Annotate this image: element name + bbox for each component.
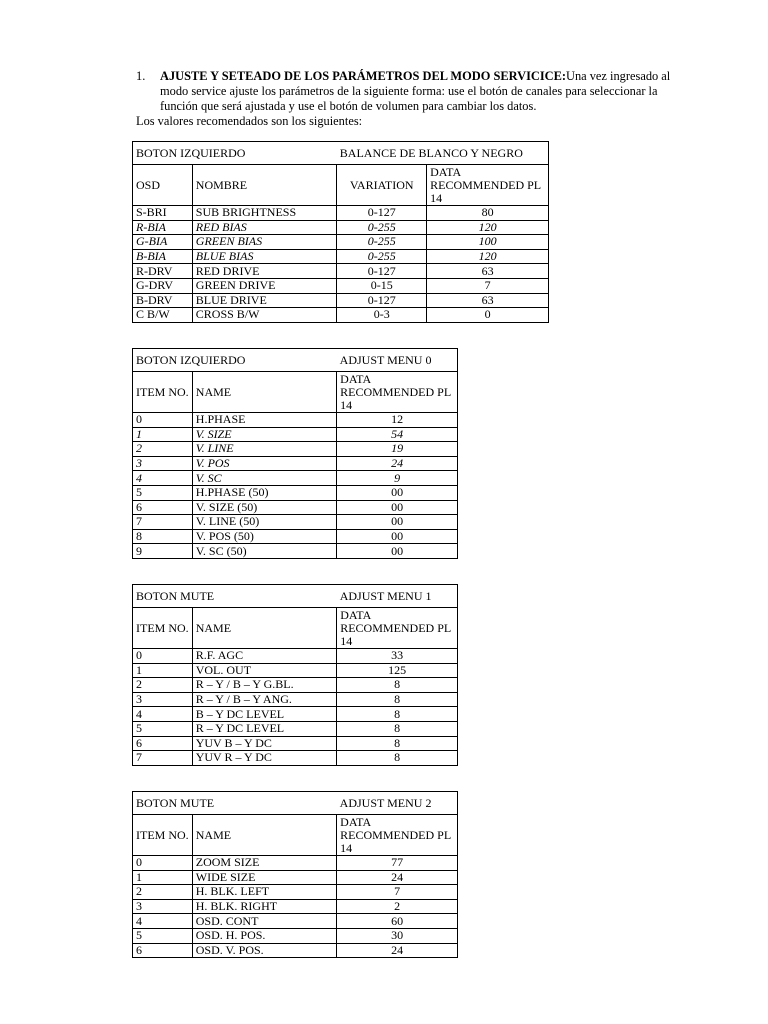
table-title-right: BALANCE DE BLANCO Y NEGRO	[337, 142, 549, 165]
table-cell: 24	[337, 943, 458, 958]
table-cell: 2	[133, 678, 193, 693]
table-row	[133, 264, 549, 279]
table-cell: 3	[133, 456, 193, 471]
column-header: ITEM NO.	[133, 372, 193, 413]
table-cell: 0-15	[337, 278, 427, 293]
table-cell: 0	[133, 649, 193, 664]
table-cell: CROSS B/W	[192, 308, 337, 323]
table-cell: 33	[337, 649, 458, 664]
table-row	[133, 413, 458, 428]
table-cell: 2	[133, 885, 193, 900]
table-cell: RED DRIVE	[192, 264, 337, 279]
table-row	[133, 928, 458, 943]
table-cell: 125	[337, 663, 458, 678]
table-cell: G-DRV	[133, 278, 193, 293]
table-title-row	[133, 349, 458, 372]
table-cell: 2	[337, 899, 458, 914]
table-cell: 9	[337, 471, 458, 486]
table-cell: RED BIAS	[192, 220, 337, 235]
table-cell: G-BIA	[133, 235, 193, 250]
table-cell: 8	[337, 692, 458, 707]
intro-instructions: Una vez ingresado al modo service ajuste los parámetros de la siguiente forma: use el botón de canales para seleccionar la función que será ajustada y use el botón de volumen para cambiar los datos.	[160, 69, 671, 113]
table-header-row	[133, 165, 549, 206]
list-number: 1.	[136, 69, 146, 83]
table-row	[133, 442, 458, 457]
table-cell: 0-127	[337, 264, 427, 279]
table-cell: B – Y DC LEVEL	[192, 707, 337, 722]
table-cell: 60	[337, 914, 458, 929]
table-cell: VOL. OUT	[192, 663, 337, 678]
table-adjust-menu-0	[132, 348, 458, 559]
table-cell: BLUE BIAS	[192, 249, 337, 264]
table-cell: B-DRV	[133, 293, 193, 308]
table-header-row	[133, 608, 458, 649]
table-row	[133, 235, 549, 250]
table-cell: SUB BRIGHTNESS	[192, 206, 337, 221]
table-cell: 3	[133, 899, 193, 914]
table-cell: V. SIZE (50)	[192, 500, 336, 515]
table-row	[133, 427, 458, 442]
table-cell: 8	[337, 707, 458, 722]
table-balance-blanco-negro	[132, 141, 549, 323]
column-header: NAME	[192, 372, 336, 413]
table-title-right: ADJUST MENU 2	[337, 792, 458, 815]
table-title-right: ADJUST MENU 1	[337, 585, 458, 608]
table-cell: 8	[337, 736, 458, 751]
table-cell: 7	[133, 515, 193, 530]
table-cell: R – Y / B – Y G.BL.	[192, 678, 337, 693]
table-cell: 0-3	[337, 308, 427, 323]
table-cell: B-BIA	[133, 249, 193, 264]
table-cell: 1	[133, 427, 193, 442]
table-cell: 63	[427, 264, 549, 279]
table-cell: 8	[337, 678, 458, 693]
table-row	[133, 721, 458, 736]
table-row	[133, 220, 549, 235]
table-cell: 4	[133, 471, 193, 486]
table-title-row	[133, 585, 458, 608]
table-cell: 0-255	[337, 220, 427, 235]
table-cell: V. POS (50)	[192, 529, 336, 544]
table-row	[133, 485, 458, 500]
table-cell: H.PHASE (50)	[192, 485, 336, 500]
intro-paragraph	[136, 69, 696, 129]
table-cell: H.PHASE	[192, 413, 336, 428]
table-cell: 5	[133, 928, 193, 943]
table-row	[133, 707, 458, 722]
table-cell: H. BLK. RIGHT	[192, 899, 336, 914]
table-header-row	[133, 372, 458, 413]
table-cell: 8	[337, 751, 458, 766]
table-row	[133, 943, 458, 958]
table-cell: 120	[427, 220, 549, 235]
table-cell: 00	[337, 529, 458, 544]
table-row	[133, 751, 458, 766]
column-header: ITEM NO.	[133, 608, 193, 649]
table-cell: 120	[427, 249, 549, 264]
table-cell: R.F. AGC	[192, 649, 337, 664]
table-cell: 8	[337, 721, 458, 736]
table-cell: 7	[427, 278, 549, 293]
table-cell: 0-255	[337, 249, 427, 264]
table-row	[133, 278, 549, 293]
table-title-right: ADJUST MENU 0	[337, 349, 458, 372]
table-row	[133, 471, 458, 486]
table-title-left: BOTON IZQUIERDO	[133, 142, 337, 165]
table-cell: V. SC (50)	[192, 544, 336, 559]
column-header: NOMBRE	[192, 165, 337, 206]
column-header: OSD	[133, 165, 193, 206]
table-cell: H. BLK. LEFT	[192, 885, 336, 900]
table-cell: 80	[427, 206, 549, 221]
table-row	[133, 678, 458, 693]
table-cell: 2	[133, 442, 193, 457]
table-cell: 0-127	[337, 293, 427, 308]
table-cell: V. LINE (50)	[192, 515, 336, 530]
table-row	[133, 856, 458, 871]
table-cell: 1	[133, 870, 193, 885]
table-row	[133, 736, 458, 751]
table-row	[133, 663, 458, 678]
column-header: DATA RECOMMENDED PL 14	[337, 372, 458, 413]
table-title-left: BOTON MUTE	[133, 585, 337, 608]
table-adjust-menu-2	[132, 791, 458, 958]
table-cell: YUV R – Y DC	[192, 751, 337, 766]
table-row	[133, 456, 458, 471]
table-cell: OSD. CONT	[192, 914, 336, 929]
table-row	[133, 692, 458, 707]
table-cell: 4	[133, 707, 193, 722]
table-cell: 54	[337, 427, 458, 442]
table-cell: S-BRI	[133, 206, 193, 221]
table-cell: 8	[133, 529, 193, 544]
table-row	[133, 515, 458, 530]
column-header: NAME	[192, 608, 337, 649]
table-title-row	[133, 792, 458, 815]
table-cell: 00	[337, 515, 458, 530]
table-cell: 4	[133, 914, 193, 929]
intro-recommended-line: Los valores recomendados son los siguientes:	[136, 114, 363, 128]
section-heading: AJUSTE Y SETEADO DE LOS PARÁMETROS DEL MODO SERVICICE:	[160, 69, 566, 83]
column-header: NAME	[192, 815, 336, 856]
table-cell: GREEN DRIVE	[192, 278, 337, 293]
table-cell: WIDE SIZE	[192, 870, 336, 885]
table-cell: 12	[337, 413, 458, 428]
column-header: DATA RECOMMENDED PL 14	[337, 815, 458, 856]
table-cell: 6	[133, 736, 193, 751]
column-header: ITEM NO.	[133, 815, 193, 856]
table-cell: R-DRV	[133, 264, 193, 279]
table-cell: 63	[427, 293, 549, 308]
table-cell: 00	[337, 544, 458, 559]
table-cell: 5	[133, 721, 193, 736]
table-cell: 6	[133, 500, 193, 515]
table-title-left: BOTON IZQUIERDO	[133, 349, 337, 372]
column-header: VARIATION	[337, 165, 427, 206]
table-cell: 0	[133, 856, 193, 871]
table-cell: C B/W	[133, 308, 193, 323]
table-header-row	[133, 815, 458, 856]
table-cell: OSD. V. POS.	[192, 943, 336, 958]
table-row	[133, 649, 458, 664]
table-row	[133, 249, 549, 264]
table-cell: BLUE DRIVE	[192, 293, 337, 308]
table-cell: 7	[133, 751, 193, 766]
table-cell: R – Y DC LEVEL	[192, 721, 337, 736]
table-row	[133, 870, 458, 885]
table-cell: 0-127	[337, 206, 427, 221]
intro-text	[160, 69, 696, 114]
table-cell: V. SIZE	[192, 427, 336, 442]
table-cell: 9	[133, 544, 193, 559]
table-title-left: BOTON MUTE	[133, 792, 337, 815]
table-cell: 77	[337, 856, 458, 871]
table-cell: GREEN BIAS	[192, 235, 337, 250]
table-adjust-menu-1	[132, 584, 458, 766]
table-cell: 1	[133, 663, 193, 678]
table-row	[133, 914, 458, 929]
table-cell: 0	[427, 308, 549, 323]
table-cell: V. SC	[192, 471, 336, 486]
table-cell: 19	[337, 442, 458, 457]
table-row	[133, 500, 458, 515]
table-cell: 7	[337, 885, 458, 900]
table-cell: 0-255	[337, 235, 427, 250]
table-cell: 100	[427, 235, 549, 250]
table-cell: 3	[133, 692, 193, 707]
table-cell: V. POS	[192, 456, 336, 471]
table-cell: 30	[337, 928, 458, 943]
table-cell: 0	[133, 413, 193, 428]
column-header: DATA RECOMMENDED PL 14	[337, 608, 458, 649]
table-cell: YUV B – Y DC	[192, 736, 337, 751]
table-row	[133, 885, 458, 900]
table-cell: 24	[337, 456, 458, 471]
table-row	[133, 308, 549, 323]
table-row	[133, 529, 458, 544]
table-row	[133, 544, 458, 559]
table-cell: 24	[337, 870, 458, 885]
table-cell: 00	[337, 485, 458, 500]
table-cell: R-BIA	[133, 220, 193, 235]
column-header: DATA RECOMMENDED PL 14	[427, 165, 549, 206]
table-cell: V. LINE	[192, 442, 336, 457]
table-cell: 6	[133, 943, 193, 958]
table-row	[133, 899, 458, 914]
table-cell: 5	[133, 485, 193, 500]
table-row	[133, 293, 549, 308]
table-row	[133, 206, 549, 221]
table-cell: R – Y / B – Y ANG.	[192, 692, 337, 707]
table-cell: OSD. H. POS.	[192, 928, 336, 943]
table-title-row	[133, 142, 549, 165]
table-cell: ZOOM SIZE	[192, 856, 336, 871]
table-cell: 00	[337, 500, 458, 515]
